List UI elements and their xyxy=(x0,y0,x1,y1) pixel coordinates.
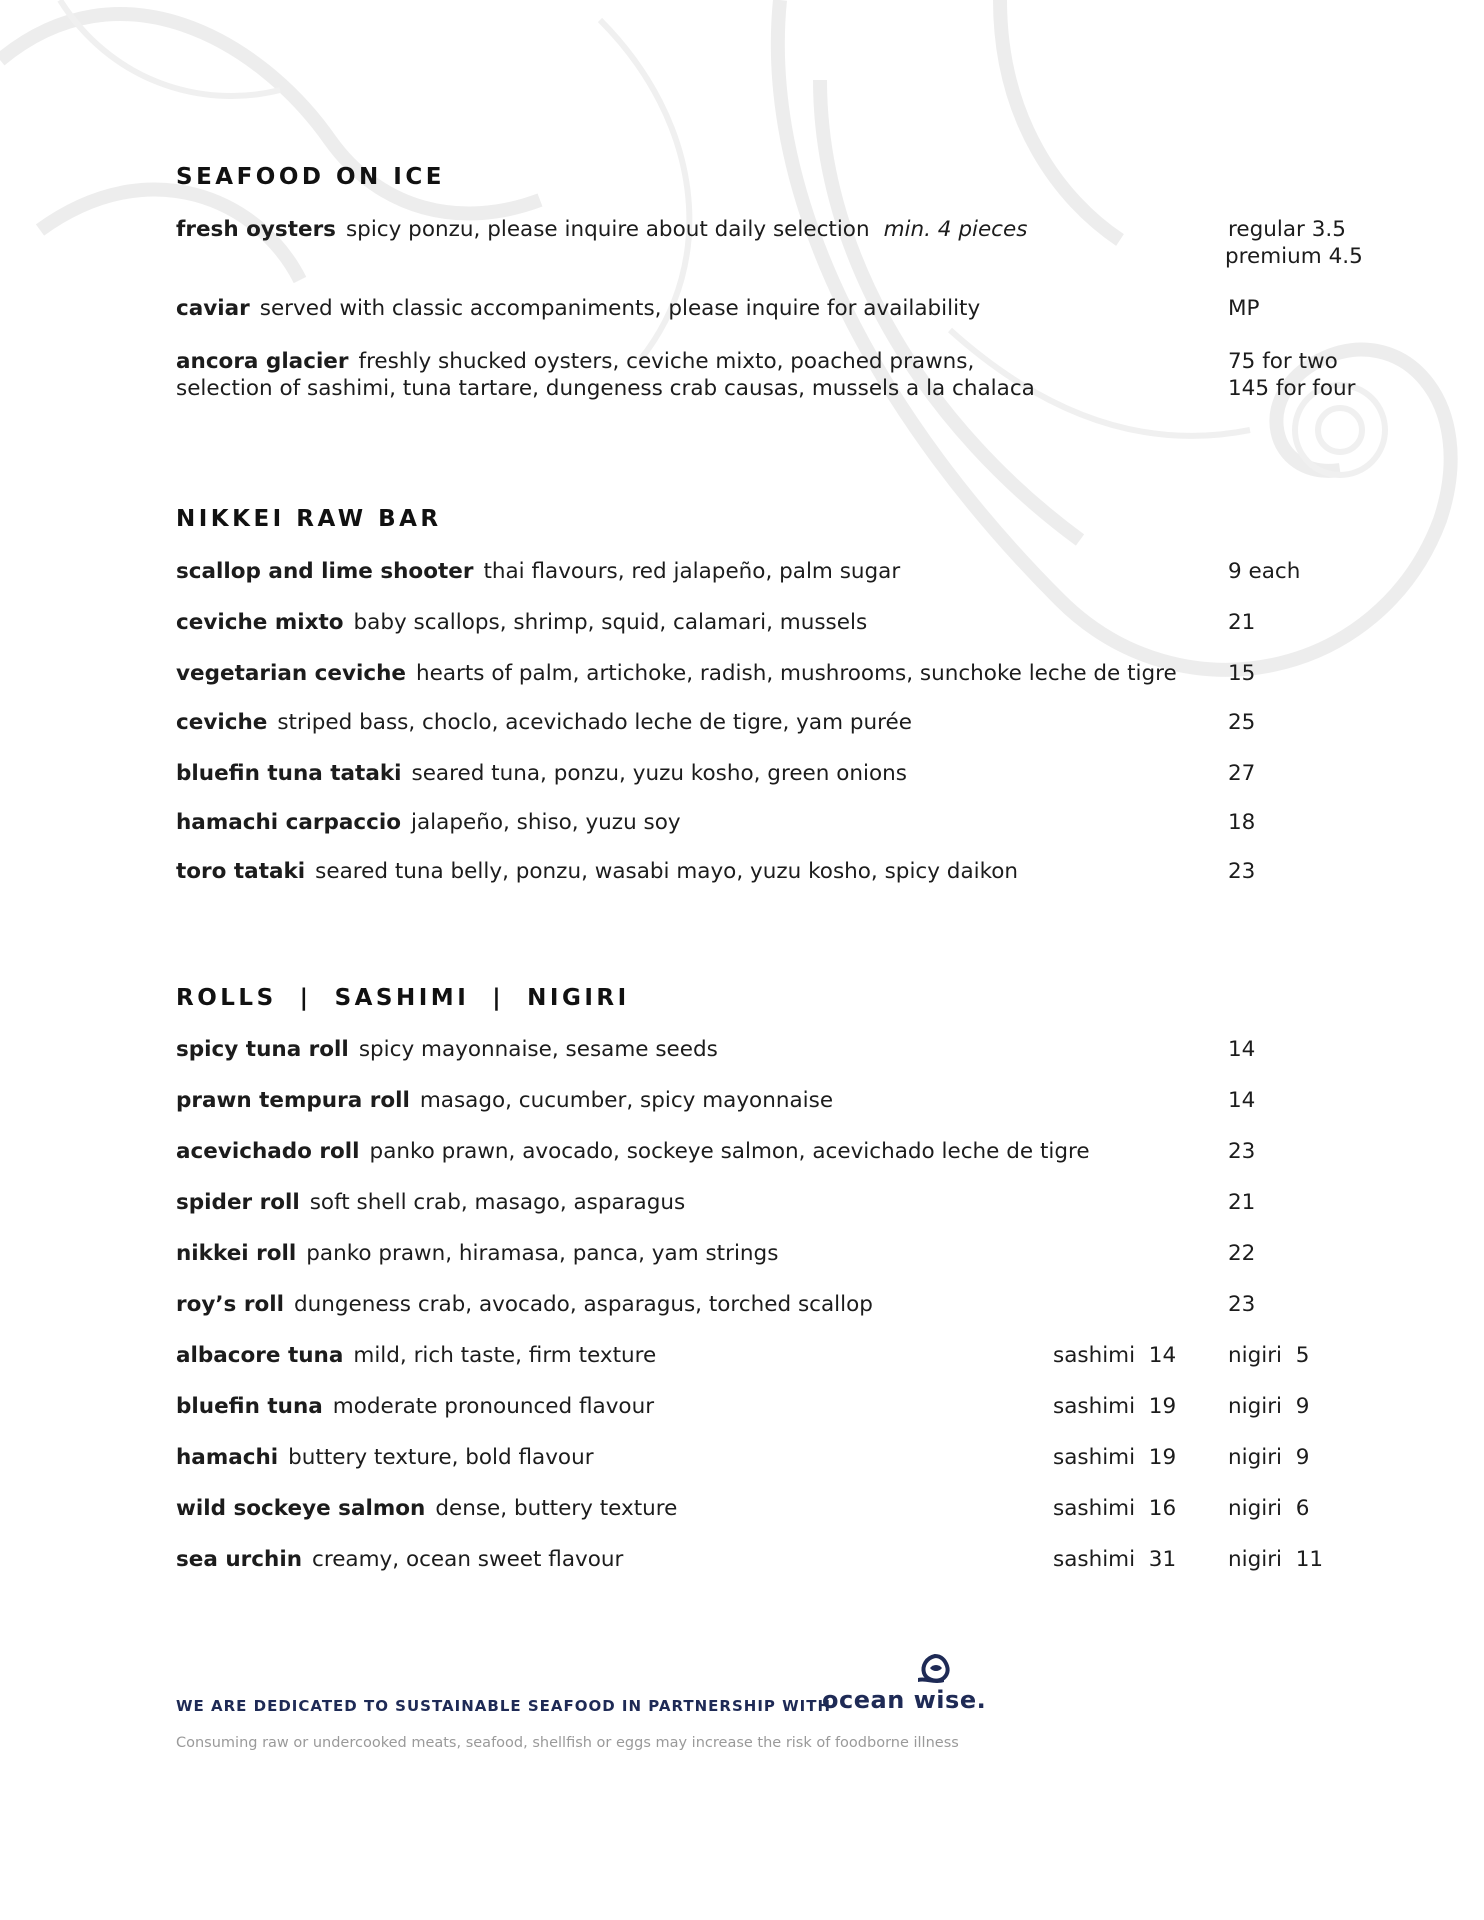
sashimi-price: sashimi 19 xyxy=(1053,1394,1177,1419)
item-name: bluefin tuna tataki xyxy=(176,761,402,786)
item-price: 27 xyxy=(1228,761,1256,786)
item-name: hamachi carpaccio xyxy=(176,810,402,835)
item-note: min. 4 pieces xyxy=(883,217,1028,242)
sashimi-price: sashimi 19 xyxy=(1053,1445,1177,1470)
item-name: roy’s roll xyxy=(176,1292,284,1317)
item-price: 22 xyxy=(1228,1241,1256,1266)
item-description-line2: selection of sashimi, tuna tartare, dungeness crab causas, mussels a la chalaca xyxy=(176,376,1035,401)
item-name: acevichado roll xyxy=(176,1139,360,1164)
item-name: sea urchin xyxy=(176,1547,303,1572)
item-name: nikkei roll xyxy=(176,1241,297,1266)
nigiri-price: nigiri 11 xyxy=(1228,1547,1324,1572)
item-name: spicy tuna roll xyxy=(176,1037,349,1062)
ocean-wise-logo-text: ocean wise. xyxy=(822,1686,987,1714)
item-description: moderate pronounced flavour xyxy=(332,1394,655,1419)
item-name: vegetarian ceviche xyxy=(176,661,406,686)
item-description: dense, buttery texture xyxy=(435,1496,678,1521)
item-name: prawn tempura roll xyxy=(176,1088,410,1113)
item-price-alt: premium 4.5 xyxy=(1225,244,1363,269)
partnership-statement: WE ARE DEDICATED TO SUSTAINABLE SEAFOOD IN PARTNERSHIP WITH xyxy=(176,1697,832,1715)
nigiri-price: nigiri 5 xyxy=(1228,1343,1310,1368)
item-price: 9 each xyxy=(1228,559,1301,584)
item-price: 23 xyxy=(1228,1292,1256,1317)
item-description: dungeness crab, avocado, asparagus, torched scallop xyxy=(293,1292,873,1317)
foodborne-illness-disclaimer: Consuming raw or undercooked meats, seafood, shellfish or eggs may increase the risk of foodborne illness xyxy=(176,1735,959,1751)
nigiri-price: nigiri 9 xyxy=(1228,1445,1310,1470)
item-price: 23 xyxy=(1228,1139,1256,1164)
item-description: thai flavours, red jalapeño, palm sugar xyxy=(483,559,901,584)
item-name: ancora glacier xyxy=(176,349,349,374)
item-name: fresh oysters xyxy=(176,217,336,242)
item-price: 25 xyxy=(1228,710,1256,735)
item-price: 15 xyxy=(1228,661,1256,686)
item-name: bluefin tuna xyxy=(176,1394,323,1419)
nigiri-price: nigiri 9 xyxy=(1228,1394,1310,1419)
item-price: MP xyxy=(1228,296,1260,321)
item-description: served with classic accompaniments, please inquire for availability xyxy=(259,296,981,321)
item-description: seared tuna belly, ponzu, wasabi mayo, yuzu kosho, spicy daikon xyxy=(315,859,1019,884)
sashimi-price: sashimi 14 xyxy=(1053,1343,1177,1368)
section-heading-seafood-on-ice: SEAFOOD ON ICE xyxy=(176,164,445,190)
item-description: spicy ponzu, please inquire about daily selection xyxy=(345,217,870,242)
sashimi-price: sashimi 31 xyxy=(1053,1547,1177,1572)
item-name: wild sockeye salmon xyxy=(176,1496,426,1521)
item-price: 75 for two xyxy=(1228,349,1338,374)
item-name: ceviche xyxy=(176,710,268,735)
nigiri-price: nigiri 6 xyxy=(1228,1496,1310,1521)
item-description: buttery texture, bold flavour xyxy=(288,1445,594,1470)
section-heading-nikkei-raw-bar: NIKKEI RAW BAR xyxy=(176,506,442,532)
item-description: striped bass, choclo, acevichado leche de tigre, yam purée xyxy=(277,710,912,735)
item-description: soft shell crab, masago, asparagus xyxy=(309,1190,686,1215)
item-price: 21 xyxy=(1228,1190,1256,1215)
item-price: 21 xyxy=(1228,610,1256,635)
item-description: masago, cucumber, spicy mayonnaise xyxy=(419,1088,834,1113)
item-price: 14 xyxy=(1228,1088,1256,1113)
item-description: panko prawn, avocado, sockeye salmon, acevichado leche de tigre xyxy=(369,1139,1090,1164)
item-description: seared tuna, ponzu, yuzu kosho, green onions xyxy=(411,761,907,786)
item-price-alt: 145 for four xyxy=(1228,376,1356,401)
item-name: albacore tuna xyxy=(176,1343,344,1368)
item-description: freshly shucked oysters, ceviche mixto, poached prawns, xyxy=(358,349,975,374)
section-heading-rolls-sashimi-nigiri: ROLLS | SASHIMI | NIGIRI xyxy=(176,985,630,1011)
item-description: panko prawn, hiramasa, panca, yam strings xyxy=(306,1241,779,1266)
sashimi-price: sashimi 16 xyxy=(1053,1496,1177,1521)
item-name: spider roll xyxy=(176,1190,300,1215)
item-description: hearts of palm, artichoke, radish, mushrooms, sunchoke leche de tigre xyxy=(415,661,1177,686)
item-name: toro tataki xyxy=(176,859,306,884)
item-name: scallop and lime shooter xyxy=(176,559,474,584)
item-price: 23 xyxy=(1228,859,1256,884)
item-description: spicy mayonnaise, sesame seeds xyxy=(358,1037,718,1062)
item-description: creamy, ocean sweet flavour xyxy=(312,1547,624,1572)
item-name: ceviche mixto xyxy=(176,610,344,635)
item-name: caviar xyxy=(176,296,250,321)
item-price: regular 3.5 xyxy=(1228,217,1346,242)
item-name: hamachi xyxy=(176,1445,279,1470)
item-price: 14 xyxy=(1228,1037,1256,1062)
item-description: jalapeño, shiso, yuzu soy xyxy=(411,810,681,835)
item-description: mild, rich taste, firm texture xyxy=(353,1343,657,1368)
item-description: baby scallops, shrimp, squid, calamari, mussels xyxy=(353,610,868,635)
item-price: 18 xyxy=(1228,810,1256,835)
